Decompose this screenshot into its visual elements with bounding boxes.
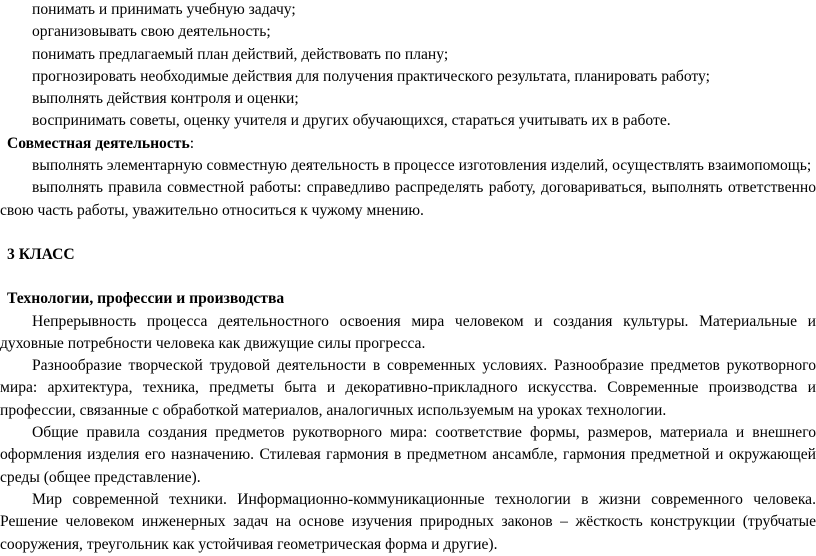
intro-line-5: выполнять действия контроля и оценки; bbox=[32, 90, 299, 108]
section-paragraph-2: Разнообразие творческой трудовой деятельности в современных условиях. Разнообразие предметов рукотворного мира: архитектура, техника, предметы быта и декоративно-прикладного искусства. Современные производства и профессии, связанные с обработкой материалов, аналогичных используемым на уроках технологии. bbox=[0, 357, 816, 419]
intro-line-2: организовывать свою деятельность; bbox=[32, 23, 271, 41]
joint-activity-heading bbox=[0, 133, 816, 155]
joint-activity-heading-colon: : bbox=[189, 134, 195, 152]
joint-activity-heading-text: Совместная деятельность bbox=[7, 134, 190, 152]
section-paragraph-1: Непрерывность процесса деятельностного освоения мира человеком и создания культуры. Материальные и духовные потребности человека как движущие силы прогресса. bbox=[0, 312, 816, 352]
intro-line-1: понимать и принимать учебную задачу; bbox=[32, 1, 296, 18]
spacer bbox=[0, 266, 816, 288]
section-paragraph-4: Мир современной техники. Информационно-коммуникационные технологии в жизни современного человека. Решение человеком инженерных задач на основе изучения природных законов – жёсткость конструкции (трубчатые сооружения, треугольник как устойчивая геометрическая форма и другие). bbox=[0, 490, 816, 553]
joint-item-2: выполнять правила совместной работы: справедливо распределять работу, договариваться, выполнять ответственно свою часть работы, уважительно относиться к чужому мнению. bbox=[0, 179, 816, 219]
section-heading: Технологии, профессии и производства bbox=[7, 290, 285, 308]
intro-line-4: прогнозировать необходимые действия для получения практического результата, планировать работу; bbox=[32, 67, 710, 85]
spacer bbox=[0, 222, 816, 244]
intro-line-3: понимать предлагаемый план действий, действовать по плану; bbox=[32, 45, 449, 63]
joint-item-1: выполнять элементарную совместную деятельность в процессе изготовления изделий, осуществлять взаимопомощь; bbox=[32, 157, 812, 175]
intro-line-6: воспринимать советы, оценку учителя и других обучающихся, стараться учитывать их в работе. bbox=[32, 112, 671, 130]
grade-heading: 3 КЛАСС bbox=[7, 245, 75, 263]
section-paragraph-3: Общие правила создания предметов рукотворного мира: соответствие формы, размеров, материала и внешнего оформления изделия его назначению. Стилевая гармония в предметном ансамбле, гармония предметной и окружающей среды (общее представление). bbox=[0, 424, 816, 486]
